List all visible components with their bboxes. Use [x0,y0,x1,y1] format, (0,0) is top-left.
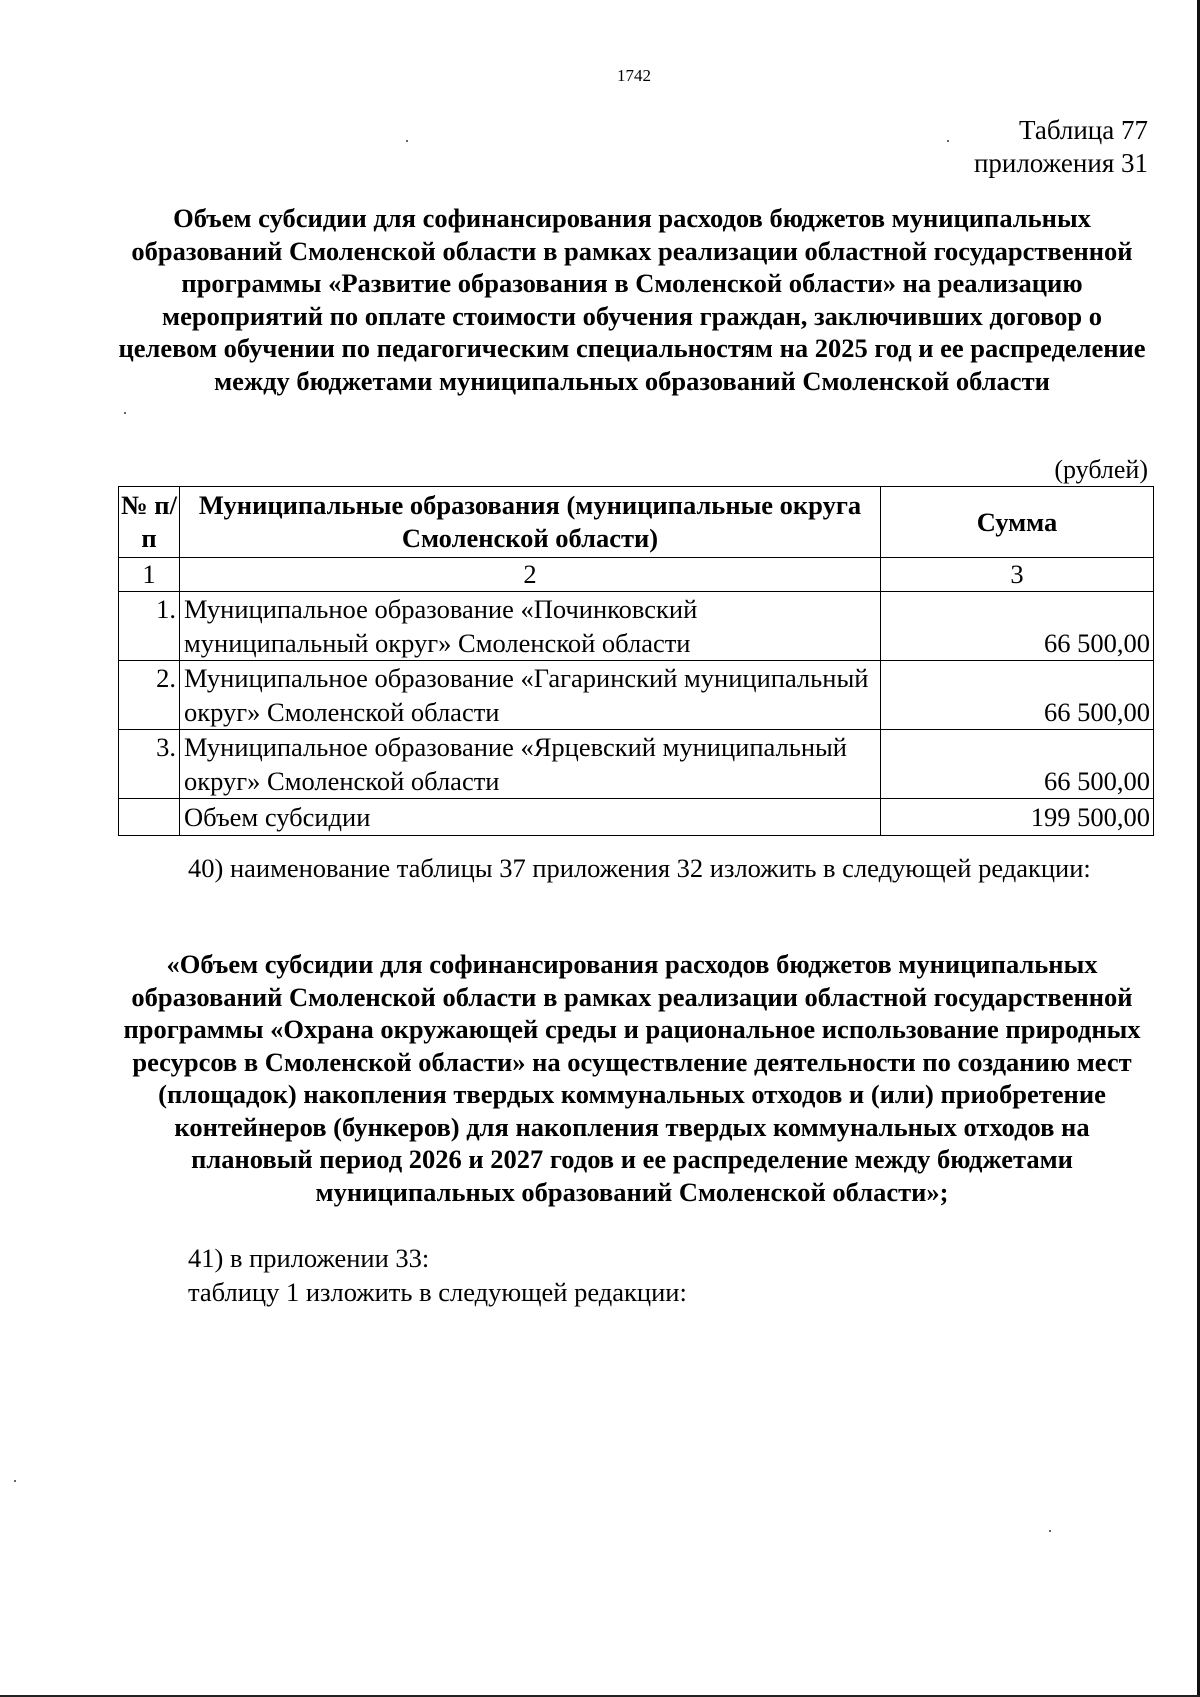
column-number: 2 [180,558,881,592]
header-number-text: № п/п [121,490,177,553]
table-reference-line1: Таблица 77 [1019,115,1148,145]
row-index: 3. [119,730,180,799]
units-label: (рублей) [1054,455,1148,484]
subsidy-table [118,486,1154,836]
row-municipality: Муниципальное образование «Гагаринский муниципальный округ» Смоленской области [180,661,881,730]
header-sum-text: Сумма [976,506,1058,537]
column-number: 1 [119,558,180,592]
column-number: 3 [881,558,1154,592]
total-index-cell [119,799,180,836]
row-sum: 66 500,00 [881,661,1154,730]
header-name [180,487,881,558]
scan-speck [406,140,408,142]
row-sum: 66 500,00 [881,730,1154,799]
total-sum: 199 500,00 [881,799,1154,836]
row-index: 2. [119,661,180,730]
scan-speck [947,140,949,142]
header-sum [881,487,1154,558]
row-municipality: Муниципальное образование «Ярцевский муниципальный округ» Смоленской области [180,730,881,799]
total-label: Объем субсидии [180,799,881,836]
table-row [119,661,1154,730]
scan-speck [14,1480,16,1482]
total-row [119,799,1154,836]
row-sum: 66 500,00 [881,592,1154,661]
paragraph-41-instruction: таблицу 1 изложить в следующей редакции: [188,1277,687,1307]
page-number: 1742 [617,66,651,85]
paragraph-41: 41) в приложении 33: [188,1243,430,1273]
paragraph-40: 40) наименование таблицы 37 приложения 32 изложить в следующей редакции: [188,853,1091,883]
table-row [119,592,1154,661]
scan-speck [1049,1530,1051,1532]
quoted-title: «Объем субсидии для софинансирования расходов бюджетов муниципальных образований Смоленской области в рамках реализации областной государственной программы «Охрана окружающей среды и рациональное использование природных ресурсов в Смоленской области» на осуществление деятельности по созданию мест (площадок) накопления твердых коммунальных отходов и (или) приобретение контейнеров (бункеров) для накопления твердых коммунальных отходов на плановый период 2026 и 2027 годов и ее распределение между бюджетами муниципальных образований Смоленской области»; [123,949,1141,1207]
table-row [119,730,1154,799]
header-name-text: Муниципальные образования (муниципальные округа Смоленской области) [198,490,862,553]
table-reference [974,114,1148,180]
table-header-row [119,487,1154,558]
table-title: Объем субсидии для софинансирования расходов бюджетов муниципальных образований Смоленской области в рамках реализации областной государственной программы «Развитие образования в Смоленской области» на реализацию мероприятий по оплате стоимости обучения граждан, заключивших договор о целевом обучении по педагогическим специальностям на 2025 год и ее распределение между бюджетами муниципальных образований Смоленской области [118,203,1146,396]
row-municipality: Муниципальное образование «Починковский муниципальный округ» Смоленской области [180,592,881,661]
header-number [119,487,180,558]
column-number-row [119,558,1154,592]
row-index: 1. [119,592,180,661]
scan-speck [124,412,126,414]
table-reference-line2: приложения 31 [973,148,1148,178]
